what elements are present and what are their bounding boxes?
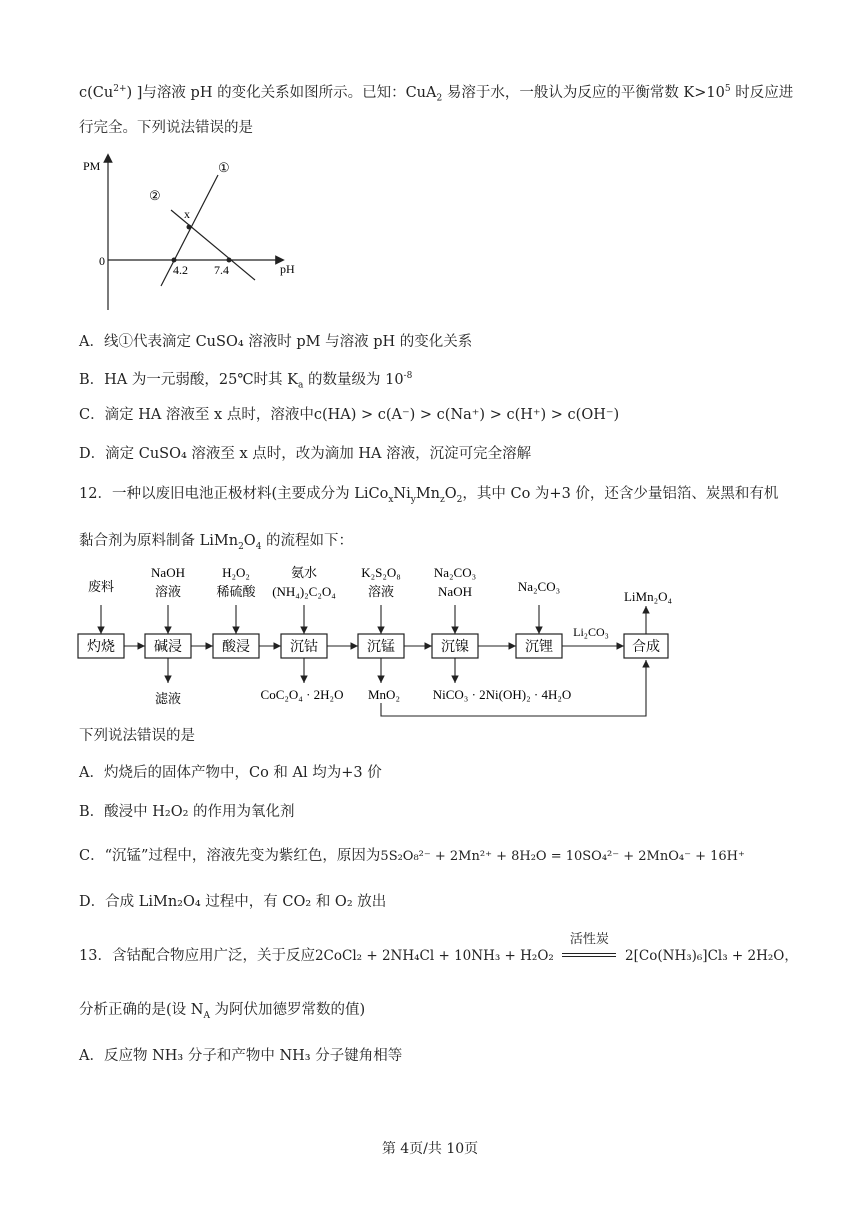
step-label-4: 沉锰: [367, 640, 395, 655]
point-x-label: x: [184, 207, 190, 221]
step-label-1: 碱浸: [154, 640, 182, 655]
step-label-6: 沉锂: [525, 640, 553, 655]
input-label-1-0: NaOH: [151, 565, 185, 580]
output-label-1: CoC₂O₄ · 2H₂O: [260, 687, 344, 702]
tick-4-2: 4.2: [173, 263, 188, 277]
process-flowchart: [70, 558, 770, 726]
x-axis-label: pH: [280, 262, 295, 276]
q12-line1: 12．一种以废旧电池正极材料(主要成分为 $LiCo_xNi_yMn_zO_2$，其中 Co 为+3 价，还含少量铝箔、炭黑和有机: [79, 486, 779, 505]
page-footer: 第 4页/共 10页: [381, 1141, 479, 1157]
q12-option-c: C．“沉锰”过程中，溶液先变为紫红色，原因为5S₂O₈²⁻ + 2Mn²⁺ + 8H₂O = 10SO₄²⁻ + 2MnO₄⁻ + 16H⁺: [79, 848, 745, 864]
reaction-condition: 活性炭: [569, 932, 609, 947]
input-label-2-1: 稀硫酸: [216, 584, 256, 599]
output-label-0: 滤液: [154, 691, 182, 706]
step-label-7: 合成: [632, 640, 660, 655]
input-label-3-0: 氨水: [290, 565, 318, 580]
q12-line2: 黏合剂为原料制备 $LiMn_2O_4$ 的流程如下：: [79, 533, 354, 552]
q11-option-c: C．滴定 HA 溶液至 x 点时，溶液中c(HA) > c(A⁻) > c(Na⁺) > c(H⁺) > c(OH⁻): [79, 407, 620, 423]
q13-option-a: A．反应物 NH₃ 分子和产物中 NH₃ 分子键角相等: [79, 1048, 403, 1064]
input-label-6-0: Na₂CO₃: [517, 579, 561, 594]
input-label-1-1: 溶液: [154, 584, 182, 599]
input-label-2-0: H₂O₂: [222, 565, 250, 580]
q11-option-a: A．线①代表滴定 CuSO₄ 溶液时 pM 与溶液 pH 的变化关系: [79, 334, 473, 350]
origin-label: 0: [99, 254, 105, 268]
point-x: [187, 225, 192, 230]
line1-label: ①: [218, 160, 230, 175]
line2-label: ②: [149, 188, 161, 203]
q13-line1: 13．含钴配合物应用广泛，关于反应2CoCl₂ + 2NH₄Cl + 10NH₃ + H₂O₂ 活性炭 2[Co(NH₃)₆]Cl₃ + 2H₂O，: [79, 932, 798, 964]
tick-7-4: 7.4: [214, 263, 229, 277]
input-label-3-1: (NH₄)₂C₂O₄: [272, 584, 336, 599]
output-label-3: NiCO₃ · 2Ni(OH)₂ · 4H₂O: [432, 687, 572, 702]
input-label-4-0: K₂S₂O₈: [361, 565, 401, 580]
step-label-2: 酸浸: [222, 640, 250, 655]
y-axis-label: PM: [83, 159, 101, 173]
input-label-5-0: Na₂CO₃: [433, 565, 477, 580]
q11-option-b: B．HA 为一元弱酸，25℃时其 $K_a$ 的数量级为 $10^{-8}$: [79, 371, 413, 391]
pm-ph-graph: [75, 150, 315, 315]
step-label-3: 沉钴: [290, 640, 318, 655]
q12-option-b: B．酸浸中 H₂O₂ 的作用为氧化剂: [79, 804, 295, 820]
input-label-4-1: 溶液: [367, 584, 395, 599]
q11-intro-line1: $c(Cu^{2+})$ ]与溶液 pH 的变化关系如图所示。已知：CuA$_2$ 易溶于水，一般认为反应的平衡常数 $K>10^5$ 时反应进: [79, 84, 794, 104]
q12-question: 下列说法错误的是: [79, 728, 195, 744]
point-7-4: [227, 258, 232, 263]
q12-option-d: D．合成 LiMn₂O₄ 过程中，有 CO₂ 和 O₂ 放出: [79, 894, 387, 910]
q13-line2: 分析正确的是(设 $N_A$ 为阿伏加德罗常数的值): [79, 1002, 366, 1021]
step-label-5: 沉镍: [441, 640, 469, 655]
li2co3-label: Li₂CO₃: [573, 625, 609, 639]
product-label: LiMn₂O₄: [623, 589, 673, 604]
q12-option-a: A．灼烧后的固体产物中，Co 和 Al 均为+3 价: [79, 765, 382, 781]
input-label-0-0: 废料: [87, 579, 115, 594]
q11-intro-line2: 行完全。下列说法错误的是: [79, 120, 253, 136]
q11-option-d: D．滴定 CuSO₄ 溶液至 x 点时，改为滴加 HA 溶液，沉淀可完全溶解: [79, 446, 532, 462]
step-label-0: 灼烧: [87, 640, 115, 655]
input-label-5-1: NaOH: [438, 584, 472, 599]
output-label-2: MnO₂: [368, 687, 400, 702]
line-1: [161, 175, 218, 286]
point-4-2: [172, 258, 177, 263]
